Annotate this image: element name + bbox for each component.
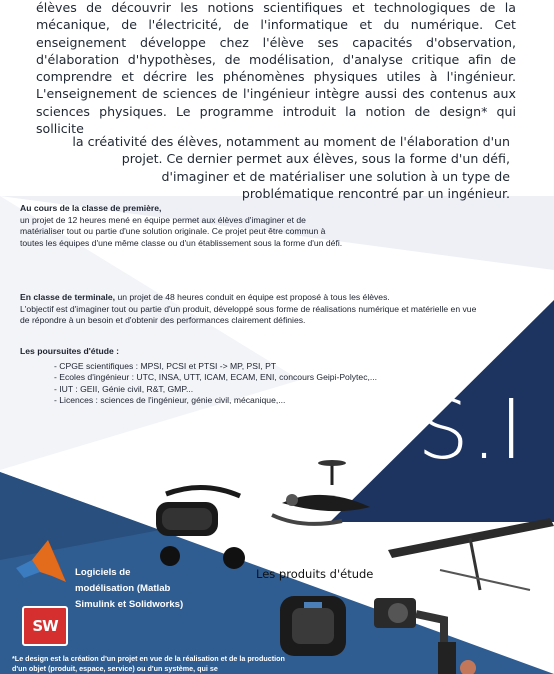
gimbal-lens bbox=[388, 603, 408, 623]
vr-controller-left bbox=[160, 546, 180, 566]
design-footnote: *Le design est la création d'un projet en vue de la réalisation et de la production d'un objet (produit, espace, service) ou d'un système, qui se bbox=[12, 654, 285, 673]
list-item: - CPGE scientifiques : MPSI, PCSI et PTSI -> MP, PSI, PT bbox=[54, 360, 277, 371]
gimbal-arm bbox=[416, 614, 444, 644]
terminale-text: un projet de 48 heures conduit en équipe est proposé à tous les élèves. bbox=[117, 292, 390, 302]
vr-controller-right bbox=[223, 547, 245, 569]
drone-rotor bbox=[318, 460, 346, 466]
vr-strap bbox=[166, 487, 240, 496]
terminale-paragraph bbox=[20, 292, 480, 327]
matlab-logo-icon bbox=[14, 538, 68, 584]
software-label: Logiciels de modélisation (Matlab Simulink et Solidworks) bbox=[75, 567, 184, 610]
terminale-objective: L'objectif est d'imaginer tout ou partie d'un produit, développé sous forme de réalisations numérique et matérielle en vue de répondre à un besoin et d'obtenir des performances clairement définies. bbox=[20, 303, 477, 326]
terminale-heading: En classe de terminale, bbox=[20, 292, 116, 302]
premiere-heading: Au cours de la classe de première, bbox=[20, 203, 162, 213]
solidworks-logo-icon bbox=[22, 606, 68, 646]
intro-paragraph: élèves de découvrir les notions scientifiques et technologiques de la mécanique, de l'électricité, de l'informatique et du numérique. Cet enseignement développe chez l'élève ses capacités d'observation, d'élaboration d'hypothèses, de modélisation, d'analyse critique afin de comprendre et décrire les phénomènes physiques utiles à l'ingénieur. L'enseignement de sciences de l'ingénieur intègre aussi des contenus aux sciences physiques. Le programme introduit la notion de design* qui sollicite bbox=[36, 0, 516, 137]
list-item: - Ecoles d'ingénieur : UTC, INSA, UTT, ICAM, ECAM, ENI, concours Geipi-Polytec,... bbox=[54, 372, 378, 383]
exo-led bbox=[304, 602, 322, 608]
vr-headset-icon bbox=[148, 484, 258, 574]
premiere-paragraph bbox=[20, 203, 350, 249]
poursuites-heading: Les poursuites d'étude : bbox=[20, 346, 119, 356]
exo-core bbox=[292, 608, 334, 644]
poursuites-list bbox=[54, 361, 460, 407]
products-label: Les produits d'étude bbox=[256, 567, 374, 581]
gimbal-handle bbox=[438, 642, 456, 674]
poursuites-section bbox=[20, 346, 460, 407]
drone-motor bbox=[286, 494, 298, 506]
intro-paragraph-continued: la créativité des élèves, notamment au moment de l'élaboration d'un projet. Ce dernier permet aux élèves, sous la forme d'un défi, d'imaginer et de matérialiser une solution à un type de problématique rencontré par un ingénieur. bbox=[72, 134, 510, 201]
drone-ski bbox=[272, 515, 342, 524]
drone-icon bbox=[262, 455, 382, 540]
gimbal-hand bbox=[460, 660, 476, 674]
matlab-logo-peak bbox=[32, 540, 66, 582]
vr-visor-face bbox=[162, 508, 212, 530]
list-item: - IUT : GEII, Génie civil, R&T, GMP... bbox=[54, 383, 194, 394]
si-title: S.I bbox=[417, 383, 526, 478]
list-item: - Licences : sciences de l'ingénieur, génie civil, mécanique,... bbox=[54, 395, 286, 406]
gimbal-icon bbox=[368, 584, 478, 674]
premiere-text: un projet de 12 heures mené en équipe permet aux élèves d'imaginer et de matérialiser tout ou partie d'une solution originale. Ce projet peut être commun à toutes les équipes d'une même classe ou d'un établissement sous la forme d'un défi. bbox=[20, 214, 343, 248]
plane-body bbox=[470, 538, 480, 590]
solidworks-logo-text: SW bbox=[32, 617, 58, 635]
